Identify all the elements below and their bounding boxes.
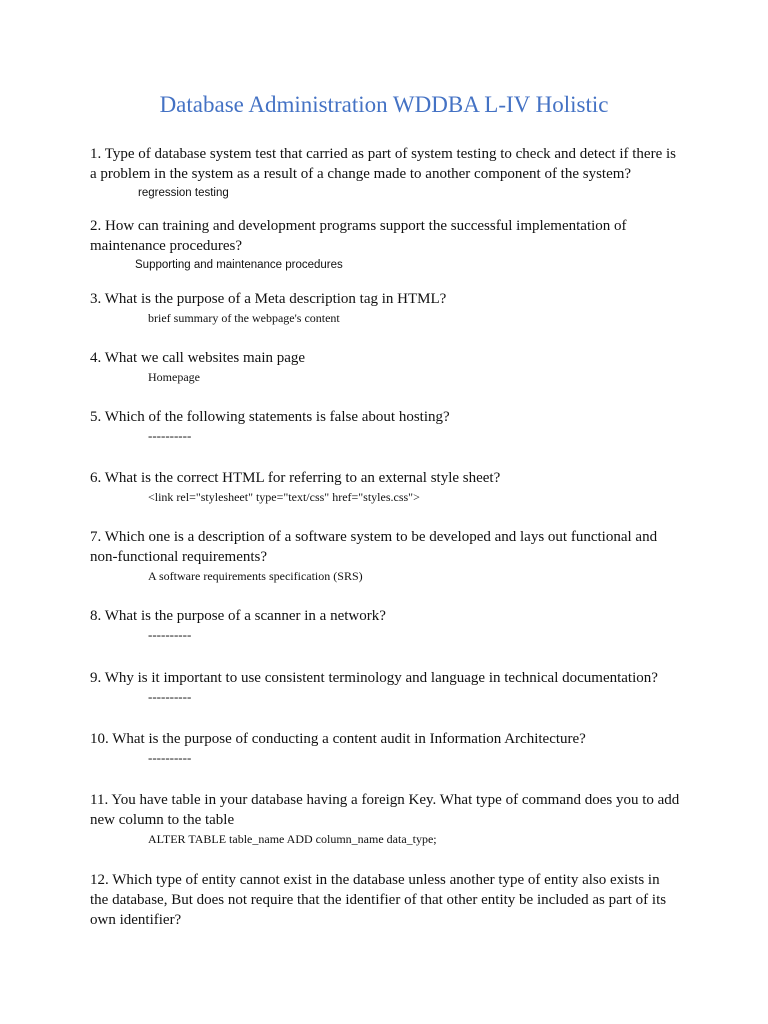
question-text: 9. Why is it important to use consistent terminology and language in technical documentation? xyxy=(90,670,658,686)
question-text: 6. What is the correct HTML for referring to an external style sheet? xyxy=(90,470,501,486)
question-10 xyxy=(90,729,680,767)
answer-text: ALTER TABLE table_name ADD column_name data_type; xyxy=(148,832,437,846)
question-1 xyxy=(90,144,680,202)
answer-text: ---------- xyxy=(148,428,192,443)
question-2 xyxy=(90,216,680,274)
question-text: 2. How can training and development programs support the successful implementation of maintenance procedures? xyxy=(90,218,627,254)
question-7 xyxy=(90,527,680,585)
question-text: 10. What is the purpose of conducting a content audit in Information Architecture? xyxy=(90,731,586,747)
question-5 xyxy=(90,407,680,445)
answer-text: Supporting and maintenance procedures xyxy=(135,259,343,271)
question-9 xyxy=(90,668,680,706)
question-text: 7. Which one is a description of a software system to be developed and lays out functional and non-functional requirements? xyxy=(90,529,658,565)
document-title: Database Administration WDDBA L-IV Holistic xyxy=(159,92,609,117)
question-text: 11. You have table in your database having a foreign Key. What type of command does you to add new column to the table xyxy=(90,792,680,828)
answer-text: ---------- xyxy=(148,689,192,704)
question-8 xyxy=(90,606,680,644)
answer-text: ---------- xyxy=(148,627,192,642)
answer-text: regression testing xyxy=(138,187,229,199)
question-6 xyxy=(90,468,680,506)
question-text: 8. What is the purpose of a scanner in a network? xyxy=(90,608,386,624)
question-4 xyxy=(90,348,680,386)
question-12 xyxy=(90,870,680,930)
question-text: 5. Which of the following statements is false about hosting? xyxy=(90,409,450,425)
question-text: 1. Type of database system test that carried as part of system testing to check and detect if there is a problem in the system as a result of a change made to another component of the system? xyxy=(90,146,676,182)
answer-text: brief summary of the webpage's content xyxy=(148,311,340,325)
answer-text: ---------- xyxy=(148,750,192,765)
question-text: 12. Which type of entity cannot exist in the database unless another type of entity also exists in the database, But does not require that the identifier of that other entity be included as part of its own identifier? xyxy=(90,872,667,928)
answer-text: A software requirements specification (SRS) xyxy=(148,569,363,583)
question-text: 3. What is the purpose of a Meta description tag in HTML? xyxy=(90,291,447,307)
question-3 xyxy=(90,289,680,327)
answer-text: Homepage xyxy=(148,370,200,384)
question-11 xyxy=(90,790,680,848)
answer-text: <link rel="stylesheet" type="text/css" href="styles.css"> xyxy=(148,490,420,504)
question-text: 4. What we call websites main page xyxy=(90,350,306,366)
